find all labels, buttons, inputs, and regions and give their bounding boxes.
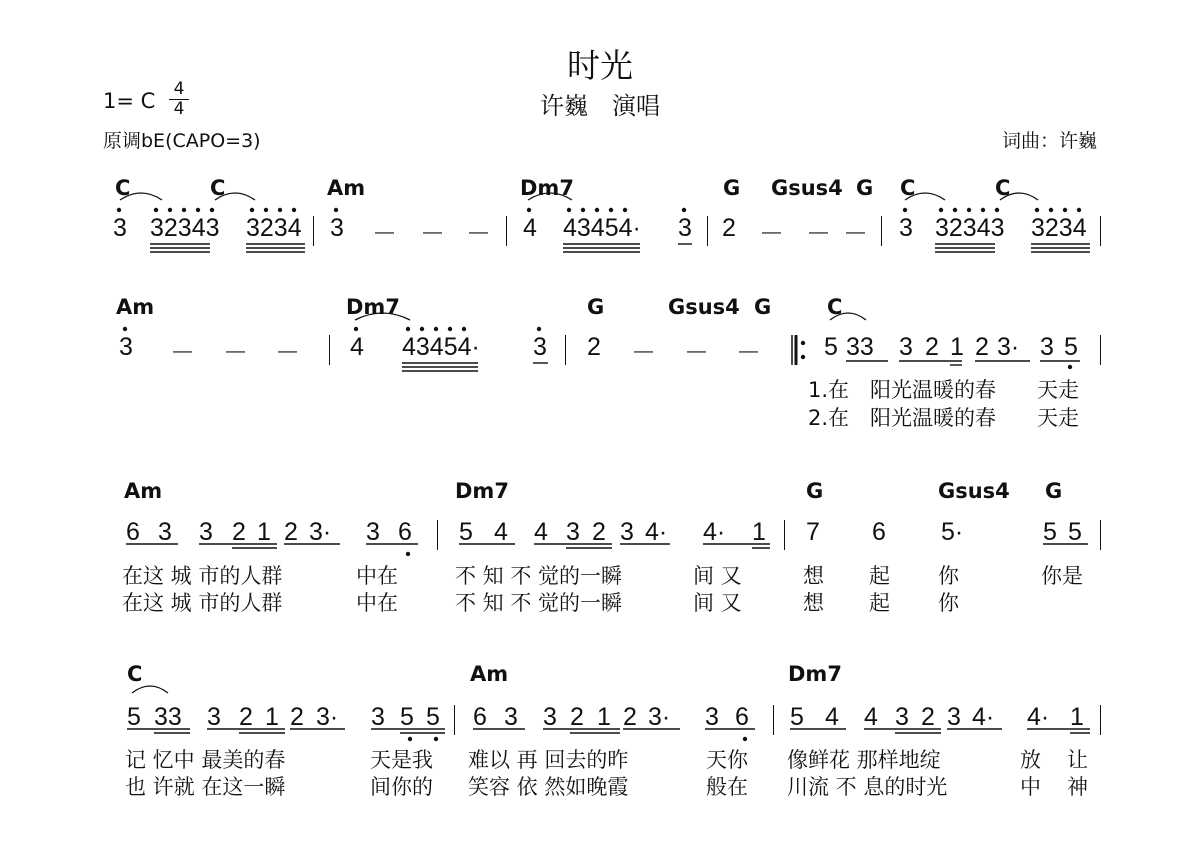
lyric-text: 间 又 xyxy=(693,591,742,615)
octave-dot xyxy=(953,208,957,212)
octave-dot-low xyxy=(1068,365,1072,369)
lyric-text: 川流 不 息的时光 xyxy=(787,775,948,799)
lyric-text: 在这 城 市的人群 xyxy=(122,564,283,588)
octave-dot xyxy=(1063,208,1067,212)
jianpu-note: 1 xyxy=(265,703,279,731)
jianpu-note: － xyxy=(843,220,869,248)
chord-symbol: G xyxy=(723,176,741,200)
jianpu-note: 3 xyxy=(566,518,580,546)
jianpu-note: 5 xyxy=(1068,518,1082,546)
chord-symbol: Dm7 xyxy=(788,662,842,686)
lyric-text: 难以 再 回去的昨 xyxy=(468,748,629,772)
jianpu-note: 3 xyxy=(199,518,213,546)
lyric-text: 中 xyxy=(1020,775,1041,799)
lyric-text: 2.在 xyxy=(808,406,850,430)
jianpu-note: － xyxy=(420,220,446,248)
jianpu-note: － xyxy=(275,339,301,367)
tie-slur xyxy=(355,313,410,320)
lyric-text: 不 知 不 觉的一瞬 xyxy=(455,564,623,588)
octave-dot xyxy=(182,208,186,212)
lyric-text: 你是 xyxy=(1041,564,1083,588)
lyric-text: 阳光温暖的春 xyxy=(870,378,996,402)
repeat-dot xyxy=(801,355,805,359)
chord-symbol: G xyxy=(587,295,605,319)
jianpu-note: 3 xyxy=(330,214,344,242)
jianpu-note: 5· xyxy=(941,518,964,546)
jianpu-note: 4 xyxy=(494,518,508,546)
octave-dot xyxy=(967,208,971,212)
jianpu-note: 43454· xyxy=(402,333,480,361)
octave-dot xyxy=(903,208,907,212)
octave-dot xyxy=(292,208,296,212)
octave-dot xyxy=(581,208,585,212)
jianpu-note: 3 xyxy=(158,518,172,546)
lyric-text: 天你 xyxy=(706,748,748,772)
jianpu-note: 43454· xyxy=(563,214,641,242)
octave-dot xyxy=(609,208,613,212)
jianpu-note: 3 xyxy=(895,703,909,731)
octave-dot xyxy=(434,327,438,331)
lyric-text: 记 忆中 最美的春 xyxy=(125,748,286,772)
jianpu-note: 1 xyxy=(257,518,271,546)
chord-symbol: C xyxy=(127,662,143,686)
octave-dot xyxy=(250,208,254,212)
tie-slur xyxy=(120,193,162,200)
jianpu-note: 5 xyxy=(127,703,141,731)
jianpu-note: 4· xyxy=(645,518,668,546)
lyric-text: 中在 xyxy=(356,591,398,615)
lyric-text: 般在 xyxy=(706,775,748,799)
octave-dot xyxy=(1035,208,1039,212)
lyric-text: 间你的 xyxy=(370,775,433,799)
octave-dot xyxy=(264,208,268,212)
octave-dot xyxy=(981,208,985,212)
key-signature: 1= C xyxy=(103,89,156,113)
jianpu-note: 2 xyxy=(232,518,246,546)
jianpu-note: 3 xyxy=(207,703,221,731)
jianpu-note: 3 xyxy=(899,333,913,361)
chord-symbol: G xyxy=(856,176,874,200)
jianpu-note: 4 xyxy=(825,703,839,731)
original-key: 原调bE(CAPO=3) xyxy=(103,130,261,152)
jianpu-note: － xyxy=(759,220,785,248)
lyric-text: 中在 xyxy=(356,564,398,588)
lyric-text: 阳光温暖的春 xyxy=(870,406,996,430)
octave-dot xyxy=(420,327,424,331)
octave-dot xyxy=(334,208,338,212)
jianpu-note: 4 xyxy=(864,703,878,731)
chord-symbol: Gsus4 xyxy=(938,479,1010,503)
jianpu-note: 2 xyxy=(284,518,298,546)
jianpu-note: － xyxy=(466,220,492,248)
jianpu-note: 4 xyxy=(534,518,548,546)
lyric-text: 天是我 xyxy=(370,748,433,772)
jianpu-note: 1 xyxy=(1070,703,1084,731)
octave-dot xyxy=(117,208,121,212)
jianpu-note: 4 xyxy=(523,214,537,242)
jianpu-note: 4· xyxy=(703,518,726,546)
chord-symbol: G xyxy=(1045,479,1063,503)
octave-dot xyxy=(406,327,410,331)
octave-dot xyxy=(168,208,172,212)
lyric-text: 神 xyxy=(1067,775,1088,799)
jianpu-note: 2 xyxy=(623,703,637,731)
jianpu-note: 2 xyxy=(290,703,304,731)
jianpu-note: 3· xyxy=(648,703,671,731)
jianpu-note: 6 xyxy=(398,518,412,546)
octave-dot xyxy=(527,208,531,212)
jianpu-note: 32343 xyxy=(150,214,220,242)
jianpu-note: 3· xyxy=(997,333,1020,361)
jianpu-note: 3 xyxy=(119,333,133,361)
jianpu-note: 5 xyxy=(400,703,414,731)
jianpu-note: 7 xyxy=(806,518,820,546)
tie-slur xyxy=(1000,193,1038,200)
jianpu-note: － xyxy=(631,339,657,367)
time-denominator: 4 xyxy=(169,99,189,119)
chord-symbol: C xyxy=(827,295,843,319)
jianpu-note: 3 xyxy=(947,703,961,731)
lyric-text: 你 xyxy=(938,564,959,588)
jianpu-note: 2 xyxy=(239,703,253,731)
jianpu-note: 3· xyxy=(309,518,332,546)
jianpu-note: 3 xyxy=(371,703,385,731)
chord-symbol: Dm7 xyxy=(520,176,574,200)
octave-dot-low xyxy=(406,552,410,556)
jianpu-note: 3 xyxy=(533,333,547,361)
octave-dot xyxy=(278,208,282,212)
octave-dot xyxy=(567,208,571,212)
jianpu-note: 2 xyxy=(587,333,601,361)
chord-symbol: Gsus4 xyxy=(771,176,843,200)
jianpu-note: 1 xyxy=(597,703,611,731)
jianpu-note: 3 xyxy=(113,214,127,242)
jianpu-note: 2 xyxy=(921,703,935,731)
jianpu-note: 6 xyxy=(126,518,140,546)
chord-symbol: Am xyxy=(116,295,155,319)
jianpu-note: － xyxy=(736,339,762,367)
lyric-text: 你 xyxy=(938,591,959,615)
lyric-text: 在这 城 市的人群 xyxy=(122,591,283,615)
chord-symbol: Am xyxy=(327,176,366,200)
jianpu-note: 3· xyxy=(316,703,339,731)
jianpu-note: 5 xyxy=(459,518,473,546)
jianpu-note: 3 xyxy=(366,518,380,546)
jianpu-note: 4· xyxy=(972,703,995,731)
jianpu-note: 2 xyxy=(975,333,989,361)
octave-dot xyxy=(939,208,943,212)
chord-symbol: G xyxy=(806,479,824,503)
chord-symbol: C xyxy=(900,176,916,200)
chord-symbol: C xyxy=(210,176,226,200)
lyric-text: 起 xyxy=(869,591,890,615)
jianpu-note: 33 xyxy=(154,703,182,731)
tie-slur xyxy=(528,193,572,200)
chord-symbol: Dm7 xyxy=(346,295,400,319)
jianpu-note: 6 xyxy=(872,518,886,546)
octave-dot-low xyxy=(434,737,438,741)
lyric-text: 像鲜花 那样地绽 xyxy=(787,748,941,772)
jianpu-note: 5 xyxy=(1064,333,1078,361)
repeat-dot xyxy=(801,341,805,345)
lyric-text: 笑容 依 然如晚霞 xyxy=(468,775,629,799)
lyric-text: 也 许就 在这一瞬 xyxy=(125,775,286,799)
octave-dot-low xyxy=(408,737,412,741)
lyric-text: 1.在 xyxy=(808,378,850,402)
jianpu-note: 2 xyxy=(592,518,606,546)
octave-dot xyxy=(448,327,452,331)
jianpu-note: － xyxy=(372,220,398,248)
chord-symbol: Am xyxy=(124,479,163,503)
octave-dot-low xyxy=(743,737,747,741)
jianpu-note: － xyxy=(684,339,710,367)
jianpu-note: 4· xyxy=(1027,703,1050,731)
time-numerator: 4 xyxy=(173,79,185,99)
jianpu-note: － xyxy=(806,220,832,248)
jianpu-note: 5 xyxy=(790,703,804,731)
lyric-text: 想 xyxy=(803,591,824,615)
tie-slur xyxy=(132,686,168,693)
jianpu-note: 3 xyxy=(899,214,913,242)
jianpu-note: 3 xyxy=(705,703,719,731)
lyric-text: 天走 xyxy=(1037,406,1079,430)
jianpu-note: 33 xyxy=(846,333,874,361)
jianpu-note: 3 xyxy=(504,703,518,731)
lyric-text: 放 xyxy=(1020,748,1041,772)
jianpu-note: 3 xyxy=(678,214,692,242)
chord-symbol: C xyxy=(995,176,1011,200)
tie-slur xyxy=(830,313,866,320)
jianpu-note: 32343 xyxy=(935,214,1005,242)
jianpu-note: 2 xyxy=(925,333,939,361)
octave-dot xyxy=(595,208,599,212)
jianpu-note: 3 xyxy=(543,703,557,731)
singer-line: 许巍 演唱 xyxy=(540,92,660,120)
tie-slur xyxy=(905,193,945,200)
jianpu-note: 2 xyxy=(722,214,736,242)
chord-symbol: Am xyxy=(470,662,509,686)
lyric-text: 不 知 不 觉的一瞬 xyxy=(455,591,623,615)
jianpu-note: 2 xyxy=(570,703,584,731)
lyric-text: 天走 xyxy=(1037,378,1079,402)
jianpu-note: － xyxy=(223,339,249,367)
chord-symbol: C xyxy=(115,176,131,200)
octave-dot xyxy=(154,208,158,212)
lyric-text: 起 xyxy=(869,564,890,588)
jianpu-note: 4 xyxy=(350,333,364,361)
octave-dot xyxy=(1049,208,1053,212)
jianpu-note: 6 xyxy=(473,703,487,731)
octave-dot xyxy=(462,327,466,331)
jianpu-note: 3234 xyxy=(1031,214,1087,242)
lyric-text: 间 又 xyxy=(693,564,742,588)
octave-dot xyxy=(210,208,214,212)
chord-symbol: Dm7 xyxy=(455,479,509,503)
chord-symbol: Gsus4 xyxy=(668,295,740,319)
octave-dot xyxy=(1077,208,1081,212)
jianpu-note: 3234 xyxy=(246,214,302,242)
jianpu-note: 1 xyxy=(752,518,766,546)
octave-dot xyxy=(995,208,999,212)
jianpu-note: 6 xyxy=(735,703,749,731)
jianpu-note: 3 xyxy=(620,518,634,546)
octave-dot xyxy=(623,208,627,212)
octave-dot xyxy=(354,327,358,331)
chord-symbol: G xyxy=(754,295,772,319)
lyric-text: 想 xyxy=(803,564,824,588)
tie-slur xyxy=(215,193,255,200)
composer-credit: 词曲：许巍 xyxy=(1001,130,1097,152)
octave-dot xyxy=(123,327,127,331)
jianpu-note: － xyxy=(170,339,196,367)
jianpu-note: 3 xyxy=(1040,333,1054,361)
octave-dot xyxy=(196,208,200,212)
jianpu-note: 1 xyxy=(950,333,964,361)
jianpu-note: 5 xyxy=(824,333,838,361)
jianpu-note: 5 xyxy=(1043,518,1057,546)
lyric-text: 让 xyxy=(1067,748,1088,772)
jianpu-note: 5 xyxy=(426,703,440,731)
octave-dot xyxy=(537,327,541,331)
octave-dot xyxy=(682,208,686,212)
song-title: 时光 xyxy=(567,46,633,85)
